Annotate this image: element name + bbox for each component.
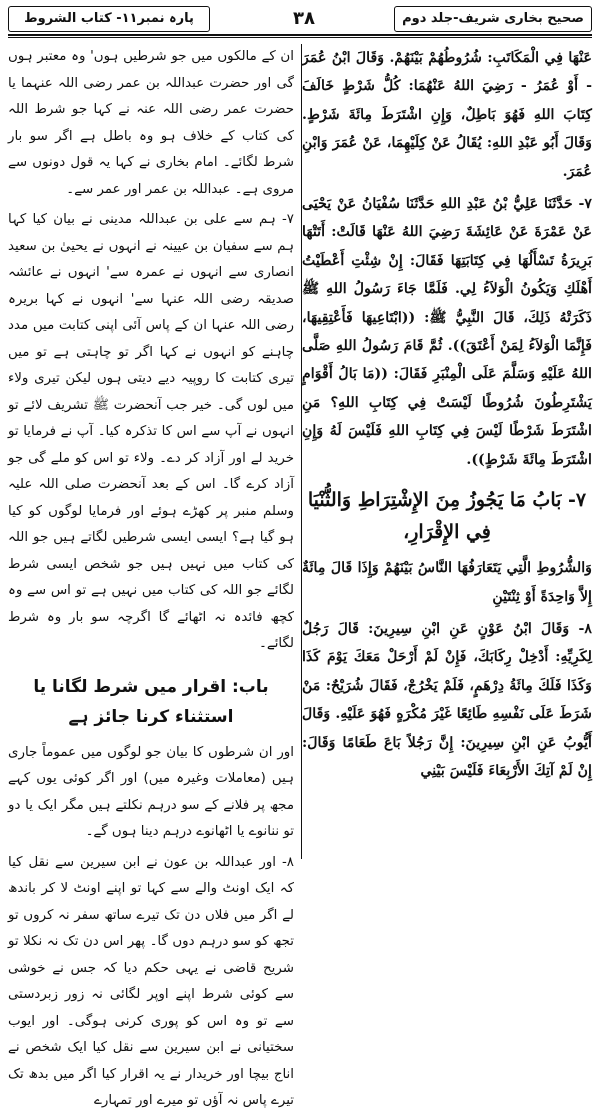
arabic-hadith-7: ٧- حَدَّثَنَا عَلِيُّ بْنُ عَبْدِ اللهِ حَدَّثَنَا سُفْيَانُ عَنْ يَحْيَى عَنْ عَمْرَةَ عَنْ عَائِشَةَ رَضِيَ اللهُ عَنْهَا قَالَتْ: أَتَتْهَا بَرِيرَةُ تَسْأَلُهَا فِي كِتَابَتِهَا فَقَالَ: إِنْ شِئْتِ أَعْطَيْتُ أَهْلَكِ وَيَكُونُ الْوَلاَءُ لِي. فَلَمَّا جَاءَ رَسُولُ اللهِ ﷺ ذَكَرَتْهُ ذَلِكَ، قَالَ النَّبِيُّ ﷺ: ((ابْتَاعِيهَا فَأَعْتِقِيهَا، فَإِنَّمَا الْوَلاَءُ لِمَنْ أَعْتَقَ)). ثُمَّ قَامَ رَسُولُ اللهِ صَلَّى اللهُ عَلَيْهِ وَسَلَّمَ عَلَى الْمِنْبَرِ فَقَالَ: ((مَا بَالُ أَقْوَامٍ يَشْتَرِطُونَ شُرُوطًا لَيْسَتْ فِي كِتَابِ اللهِ؟ مَنِ اشْتَرَطَ شَرْطًا لَيْسَ فِي كِتَابِ اللهِ فَلَيْسَ لَهُ وَإِنِ اشْتَرَطَ مِائَةَ شَرْطٍ)). xyxy=(302,196,592,468)
urdu-hadith-8: ۸- اور عبداللہ بن عون نے ابن سیرین سے نقل کیا کہ ایک اونٹ والے سے کہا تو اپنے اونٹ لا کر باندھ لے اگر میں فلاں دن تک تیرے ساتھ سفر نہ کروں تو تجھ کو سو درہم دوں گا۔ پھر اس دن تک نہ نکلا تو شریح قاضی نے یہی حکم دیا کہ جس نے خوشی سے کوئی شرط اپنے اوپر لگائی نہ زور زبردستی سے تو وہ اس کو پوری کرنی ہوگی۔ اور ایوب سختیانی نے ابن سیرین سے نقل کیا ایک شخص نے اناج بیچا اور خریدار نے یہ اقرار کیا اگر میں بدھ تک تیرے پاس نہ آؤں تو میرے اور تمہارے xyxy=(8,854,294,1108)
header-rule-thin xyxy=(8,37,592,38)
column-divider xyxy=(301,44,302,859)
arabic-chapter-heading: ٧- بَابُ مَا يَجُوزُ مِنَ الإِشْتِرَاطِ وَالثُّنْيَا فِي الإِقْرَارِ، xyxy=(307,489,587,544)
book-page xyxy=(8,4,592,1108)
header-book-title: صحیح بخاری شریف-جلد دوم xyxy=(394,6,592,32)
arabic-paragraph-1: عَنْهَا فِي الْمَكَاتَبِ: شُرُوطُهُمْ بَيْنَهُمْ. وَقَالَ ابْنُ عُمَرَ - أَوْ عُمَرُ - رَضِيَ اللهُ عَنْهُمَا: كُلُّ شَرْطٍ خَالَفَ كِتَابَ اللهِ فَهُوَ بَاطِلٌ، وَإِنِ اشْتَرَطَ مِائَةَ شَرْطٍ. وَقَالَ أَبُو عَبْدِ اللهِ: يُقَالُ عَنْ كِلَيْهِمَا، عَنْ عُمَرَ وَابْنِ عُمَرَ. xyxy=(302,50,592,180)
urdu-chapter-heading: باب: اقرار میں شرط لگانا یا استثناء کرنا جائز ہے xyxy=(33,676,269,727)
urdu-hadith-7: ۷- ہم سے علی بن عبداللہ مدینی نے بیان کیا کہا ہم سے سفیان بن عیینہ نے انہوں نے یحییٰ بن سعید انصاری سے انہوں نے عمرہ سے' انہوں نے عائشہ صدیقہ رضی اللہ عنہا سے' انہوں نے کہا بریرہ رضی اللہ عنہا ان کے پاس آئی اپنی کتابت میں مدد چاہنے کو انہوں نے کہا اگر تو چاہتی ہے تو میں تیری کتابت کا روپیہ دیے دیتی ہوں لیکن تیری ولاء میں لوں گی۔ خیر جب آنحضرت ﷺ تشریف لائے تو انہوں نے آپ سے اس کا تذکرہ کیا۔ آپ نے فرمایا تو خرید لے اور آزاد کر دے۔ ولاء تو اس کو ملے گی جو آزاد کرے گا۔ اس کے بعد آنحضرت صلی اللہ علیہ وسلم منبر پر کھڑے ہوئے اور فرمایا لوگوں کو کیا ہو گیا ہے؟ ایسی ایسی شرطیں لگاتے ہیں جو اللہ کی کتاب میں نہیں ہیں جو شخص ایسی شرط لگائے جو اللہ کی کتاب میں نہیں ہے تو اس سے وہ کچھ فائدہ نہ اٹھائے گا اگرچہ سو بار وہ شرط لگائے۔ xyxy=(8,212,294,651)
arabic-hadith-8: ٨- وَقَالَ ابْنُ عَوْنٍ عَنِ ابْنِ سِيرِينَ: قَالَ رَجُلٌ لِكَرِيِّهِ: أَدْخِلْ رِكَابَكَ، فَإِنْ لَمْ أَرْحَلْ مَعَكَ يَوْمَ كَذَا وَكَذَا فَلَكَ مِائَةُ دِرْهَمٍ، فَلَمْ يَخْرُجْ، فَقَالَ شُرَيْحٌ: مَنْ شَرَطَ عَلَى نَفْسِهِ طَائِعًا غَيْرَ مُكْرَهٍ فَهُوَ عَلَيْهِ. وَقَالَ أَيُّوبُ عَنِ ابْنِ سِيرِينَ: إِنَّ رَجُلاً بَاعَ طَعَامًا وَقَالَ: إِنْ لَمْ آتِكَ الأَرْبِعَاءَ فَلَيْسَ بَيْنِي xyxy=(302,620,592,779)
page-header xyxy=(8,4,592,36)
urdu-paragraph-1: ان کے مالکوں میں جو شرطیں ہوں' وہ معتبر ہوں گی اور حضرت عبداللہ بن عمر رضی اللہ عنہما یا حضرت عمر رضی اللہ عنہ نے کہا جو شرط اللہ کی کتاب کے خلاف ہو وہ باطل ہے اگر سو بار شرط لگائے۔ امام بخاری نے کہا یہ قول دونوں سے مروی ہے۔ عبداللہ بن عمر اور عمر سے۔ xyxy=(8,49,294,197)
urdu-chapter-text: اور ان شرطوں کا بیان جو لوگوں میں عموماً جاری ہیں (معاملات وغیرہ میں) اور اگر کوئی یوں کہے مجھ پر فلانے کے سو درہم نکلتے ہیں مگر ایک یا دو تو ننانوے یا اٹھانوے درہم دینا ہوں گے۔ xyxy=(8,744,294,839)
header-rule xyxy=(8,34,592,36)
urdu-column xyxy=(8,44,294,1108)
arabic-chapter-text: وَالشُّرُوطِ الَّتِي يَتَعَارَفُهَا النَّاسُ بَيْنَهُمْ وَإِذَا قَالَ مِائَةٌ إِلاَّ وَاحِدَةً أَوْ ثِنْتَيْنِ xyxy=(302,560,592,605)
arabic-column xyxy=(302,44,592,859)
header-chapter-title: پارہ نمبر۱۱- کتاب الشروط xyxy=(8,6,210,32)
page-number: ۳۸ xyxy=(293,8,315,29)
